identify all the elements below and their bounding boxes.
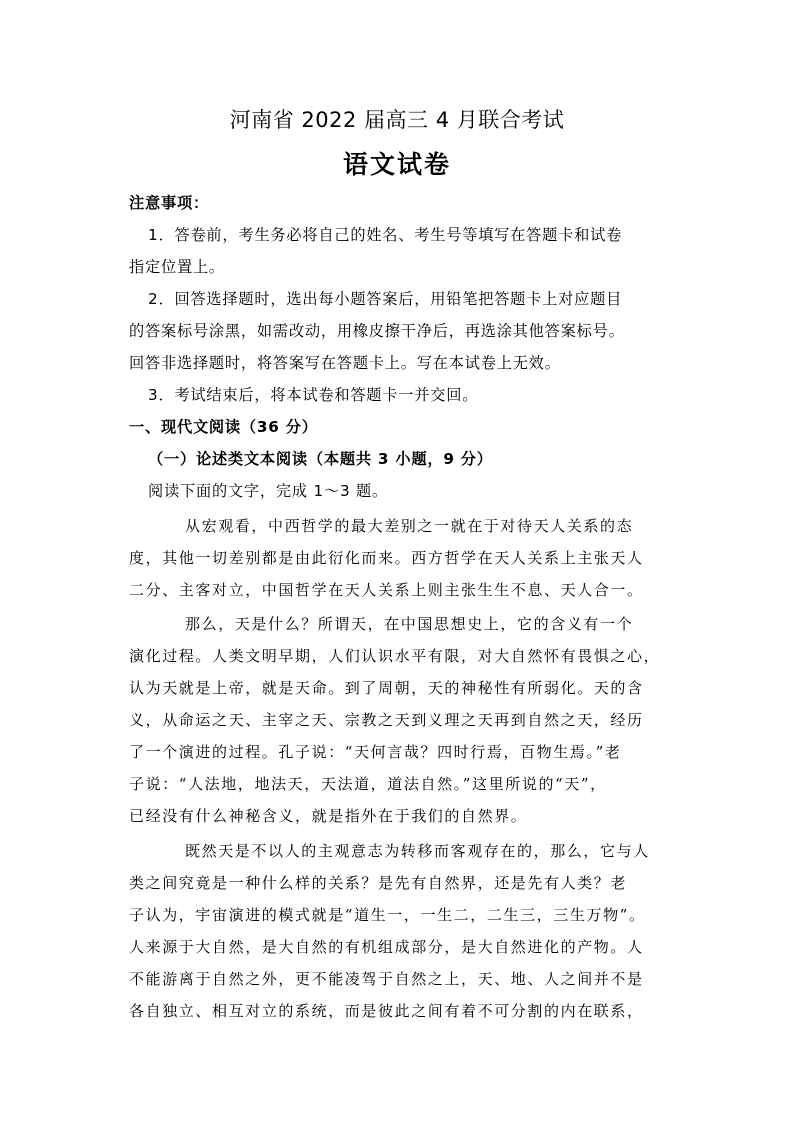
passage-p2-line-2: 演化过程。人类文明早期，人们认识水平有限，对大自然怀有畏惧之心， [129,647,661,665]
notice-heading: 注意事项： [129,194,209,212]
passage-p3-line-6: 各自独立、相互对立的系统，而是彼此之间有着不可分割的内在联系， [129,1002,644,1020]
passage-p2-line-3: 认为天就是上帝，就是天命。到了周朝，天的神秘性有所弱化。天的含 [129,679,644,697]
passage-p3-line-3: 子认为，宇宙演进的模式就是“道生一，一生二，二生三，三生万物”。 [129,906,646,924]
reading-instruction: 阅读下面的文字，完成 1～3 题。 [148,482,389,500]
passage-p2-line-7: 已经没有什么神秘含义，就是指外在于我们的自然界。 [129,807,528,825]
passage-p3-line-2: 类之间究竟是一种什么样的关系？是先有自然界，还是先有人类？老 [129,874,628,892]
passage-p2-line-5: 了一个演进的过程。孔子说：“天何言哉？四时行焉，百物生焉。”老 [129,743,622,761]
passage-p3-line-1: 既然天是不以人的主观意志为转移而客观存在的，那么，它与人 [185,842,650,860]
passage-p2-line-4: 义，从命运之天、主宰之天、宗教之天到义理之天再到自然之天，经历 [129,711,644,729]
passage-p3-line-4: 人来源于大自然，是大自然的有机组成部分，是大自然进化的产物。人 [129,938,644,956]
passage-p1-line-3: 二分、主客对立，中国哲学在天人关系上则主张生生不息、天人合一。 [129,581,644,599]
exam-title: 河南省 2022 届高三 4 月联合考试 [229,108,565,132]
passage-p2-line-6: 子说：“人法地，地法天，天法道，道法自然。”这里所说的“天”， [129,775,607,793]
passage-p3-line-5: 不能游离于自然之外，更不能凌驾于自然之上，天、地、人之间并不是 [129,970,644,988]
exam-subtitle: 语文试卷 [342,150,451,179]
notice-item-1-line-2: 指定位置上。 [129,258,225,276]
notice-item-2-line-1: 2．回答选择题时，选出每小题答案后，用铅笔把答题卡上对应题目 [148,290,623,308]
notice-item-3-line-1: 3．考试结束后，将本试卷和答题卡一并交回。 [148,386,479,404]
subsection-heading: （一）论述类文本阅读（本题共 3 小题，9 分） [148,450,493,468]
notice-item-2-line-2: 的答案标号涂黑，如需改动，用橡皮擦干净后，再选涂其他答案标号。 [129,322,625,340]
passage-p2-line-1: 那么，天是什么？所谓天，在中国思想史上，它的含义有一个 [185,615,634,633]
section-heading: 一、现代文阅读（36 分） [129,418,318,436]
passage-p1-line-2: 度，其他一切差别都是由此衍化而来。西方哲学在天人关系上主张天人 [129,549,644,567]
passage-p1-line-1: 从宏观看，中西哲学的最大差别之一就在于对待天人关系的态 [185,517,634,535]
notice-item-1-line-1: 1．答卷前，考生务必将自己的姓名、考生号等填写在答题卡和试卷 [148,226,623,244]
notice-item-2-line-3: 回答非选择题时，将答案写在答题卡上。写在本试卷上无效。 [129,354,561,372]
